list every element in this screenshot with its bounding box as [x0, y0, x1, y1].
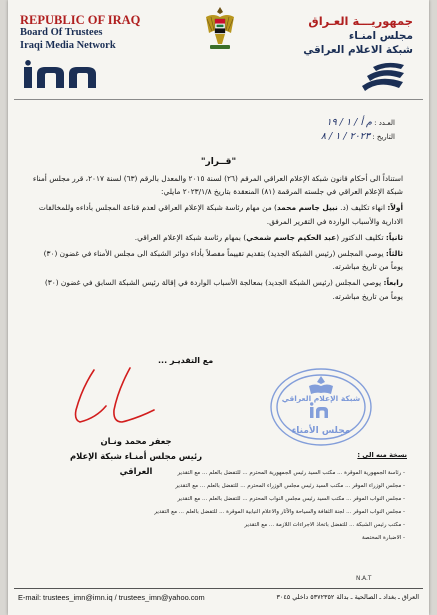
signer-name: جعفر محمد ونـان — [100, 436, 172, 446]
arabic-header — [263, 14, 413, 57]
decision-body — [32, 172, 403, 306]
copy-item-culture-committee: - مجلس النواب الموقر ... لجنة الثقافة والسياحة والآثار والاعلام النيابية الموقرة ... للتفضل بالعلم ... مع التقدير — [154, 509, 405, 515]
copies-list — [75, 467, 405, 545]
reference-date-row — [321, 130, 395, 144]
item-second — [32, 231, 403, 244]
reference-number-label: العـدد : — [374, 119, 395, 127]
regards-text: مع التقديـر ... — [158, 356, 214, 365]
signer-title: رئيس مجلس أمنـاء شبكة الإعلام العراقي — [69, 451, 203, 476]
english-board-line: Board Of Trustees — [20, 27, 103, 38]
item-second-name: عبد الحكيم جاسم شمخي — [246, 232, 337, 242]
english-network-line: Iraqi Media Network — [20, 39, 116, 51]
item-second-label: ثانياً: — [385, 232, 403, 242]
header-separator — [14, 99, 423, 100]
copy-item-presidency: - رئاسة الجمهورية الموقرة ... مكتب السيد رئيس الجمهورية المحترم ... للتفضل بالعلم ... مع التقدير — [177, 470, 405, 476]
arabic-board-line: مجلس امنـاء — [348, 30, 413, 42]
copy-item-network-head-office: - مكتب رئيس الشبكة ... للتفضل باتخاذ الاجراءات اللازمة ... مع التقدير — [244, 522, 405, 528]
decision-title: "قــرار" — [200, 157, 237, 167]
item-second-post: ) بمهام رئاسة شبكة الإعلام العراقي. — [134, 232, 247, 242]
intro-paragraph: استناداً الى أحكام قانون شبكة الإعلام العراقي المرقم (٢٦) لسنة ٢٠١٥ والمعدل بالرقم (٦٣) لسنة ٢٠١٧، قرر مجلس أمناء شبكة الإعلام العراقي في جلسته المرقمة (٨١) المنعقدة بتاريخ ٢٠٢٣/١/٨ مايلي: — [32, 174, 403, 197]
footer-emails: E-mail: trustees_imn@imn.iq / trustees_imn@yahoo.com — [18, 593, 205, 602]
iraqi-eagle-emblem-icon — [204, 5, 236, 59]
document-page — [8, 0, 429, 615]
copies-title: نسخة منه الى : — [357, 451, 407, 459]
reference-date-value: ٢٠٢٣ / ١ / ٨ — [320, 131, 370, 142]
arabic-network-line: شبكة الاعلام العراقي — [303, 44, 413, 56]
stamp-top-text: شبكة الإعلام العراقي — [281, 394, 361, 403]
imn-logo-icon — [24, 60, 100, 92]
item-third-text: يوصي المجلس (رئيس الشبكة الجديد) بتقديم تقييماً مفصلاً بأداء دوائر الشبكة الى مجلس الأمناء في غضون (٣٠) يوماً من تاريخ مباشرته. — [43, 249, 403, 272]
item-third-label: ثالثاً: — [385, 249, 403, 259]
typist-initials: N.A.T — [356, 576, 372, 582]
item-first — [32, 201, 403, 227]
imn-wave-logo-icon — [359, 60, 407, 96]
copy-item-file: - الاضبارة المختصة — [361, 535, 405, 541]
english-country-title: REPUBLIC OF IRAQ — [20, 13, 141, 27]
handwritten-signature-icon — [66, 366, 176, 438]
footer-separator — [14, 588, 423, 589]
item-first-pre: انهاء تكليف (د. — [340, 203, 386, 213]
stamp-bottom-text: مجلس الأمناء — [291, 426, 351, 436]
item-fourth-label: رابعاً: — [383, 278, 403, 288]
official-stamp — [266, 363, 376, 455]
reference-number-value: م أ / ١ / ١٩ — [326, 117, 372, 128]
copy-item-parliament-speaker: - مجلس النواب الموقر ... مكتب السيد رئيس مجلس النواب المحترم ... للتفضل بالعلم ... مع التقدير — [177, 496, 405, 502]
item-second-pre: تكليف الدكتور ( — [336, 232, 384, 242]
arabic-country-title: جمهوريـــة العـراق — [308, 14, 413, 28]
item-first-label: أولاً: — [387, 203, 403, 213]
item-first-post: ) من مهام رئاسة شبكة الإعلام العراقي لعدم قناعة المجلس بأداءه وللمخالفات الادارية والأسباب الواردة في التقرير المرفق. — [38, 203, 403, 226]
item-first-name: نبيل جاسم محمد — [276, 203, 338, 213]
item-fourth-text: يوصي المجلس (رئيس الشبكة الجديد) بمعالجة الأسباب الواردة في إقالة رئيس الشبكة السابق في غضون (٣٠) يوماً من تاريخ مباشرته. — [44, 278, 403, 301]
reference-date-label: التاريخ : — [372, 133, 395, 141]
footer-address: العراق ـ بغداد ـ الصالحية ـ بدالة ٥٣٧٢٣٥٢ داخلي ٣٠٤٥ — [276, 593, 419, 601]
reference-block — [321, 116, 395, 144]
item-fourth — [32, 276, 403, 302]
reference-number-row — [321, 116, 395, 130]
copy-item-council-of-ministers: - مجلس الوزراء الموقر ... مكتب السيد رئيس مجلس الوزراء المحترم ... للتفضل بالعلم ... مع التقدير — [175, 483, 405, 489]
item-third — [32, 247, 403, 273]
english-header — [20, 13, 160, 52]
